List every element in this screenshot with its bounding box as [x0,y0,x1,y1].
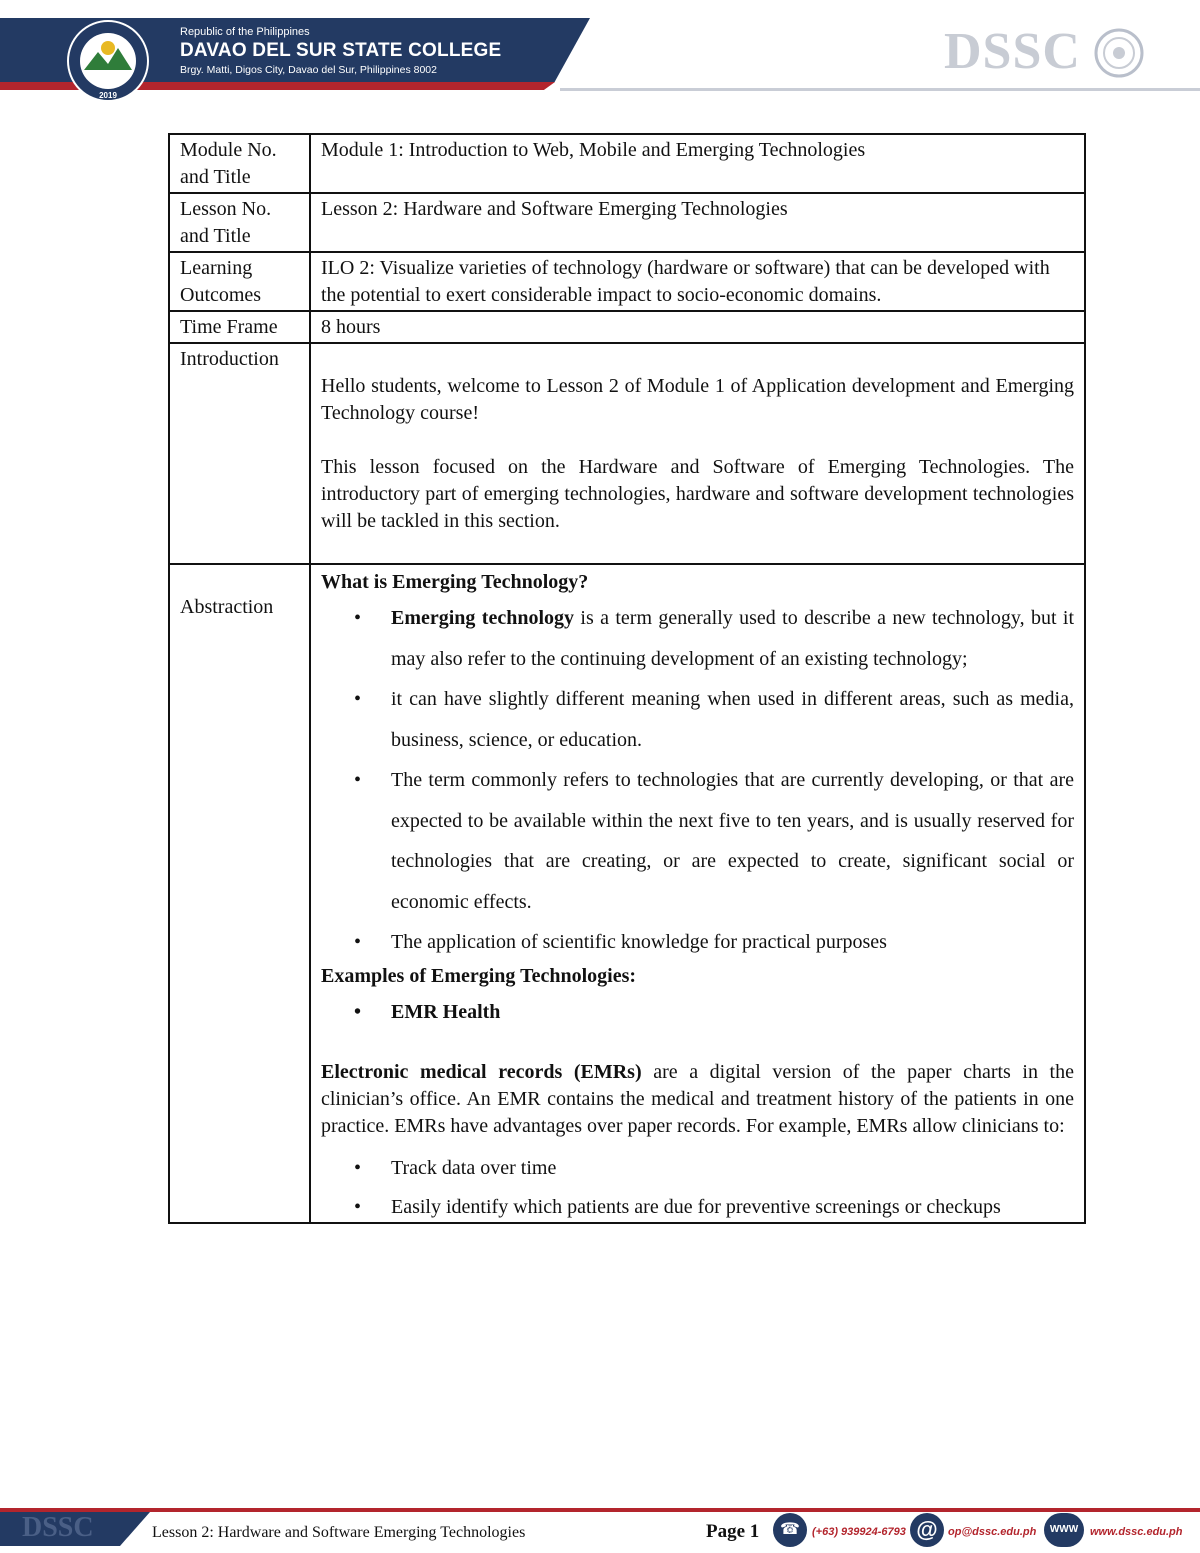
header-dssc-mark: DSSC [944,23,1081,80]
footer-phone: (+63) 939924-6793 [812,1526,906,1538]
lesson-value: Lesson 2: Hardware and Software Emerging Technologies [310,193,1085,252]
emr-bullets [321,1155,1074,1221]
intro-paragraph-1: Hello students, welcome to Lesson 2 of Module 1 of Application development and Emerging Technology course! [321,375,1074,424]
list-item: • Easily identify which patients are due for preventive screenings or checkups [321,1194,1074,1221]
header-text [180,26,501,77]
examples-bullets [321,992,1074,1033]
timeframe-label: Time Frame [169,311,310,343]
emr-paragraph [321,1059,1074,1140]
list-item: • Track data over time [321,1155,1074,1182]
header-address: Brgy. Matti, Digos City, Davao del Sur, Philippines 8002 [180,64,437,76]
abstraction-label-cell [169,564,310,1223]
seal-year: 2019 [99,91,117,100]
list-item: • The term commonly refers to technologies that are currently developing, or that are expected to be available within the next five to ten years, and is usually reserved for technologies that are creating, or are expected to create, significant social or economic effects. [321,760,1074,922]
footer-website[interactable]: www.dssc.edu.ph [1090,1526,1183,1538]
bullet-1-bold: Emerging technology [391,607,575,629]
header-divider [560,88,1200,91]
table-row [169,343,1085,564]
footer-dssc-mark: DSSC [22,1512,94,1543]
table-row [169,193,1085,252]
timeframe-value: 8 hours [310,311,1085,343]
list-item: • it can have slightly different meaning when used in different areas, such as media, business, science, or education. [321,679,1074,760]
list-item [321,598,1074,679]
email-icon: @ [910,1513,944,1547]
footer-email[interactable]: op@dssc.edu.ph [948,1526,1037,1538]
footer-lesson-title: Lesson 2: Hardware and Software Emerging Technologies [152,1524,526,1541]
lesson-label: Lesson No. and Title [169,193,310,252]
abstraction-heading: What is Emerging Technology? [321,571,589,593]
module-label: Module No. and Title [169,134,310,193]
list-item: • EMR Health [321,992,1074,1033]
small-seal-icon [1094,28,1144,78]
intro-paragraph-2: This lesson focused on the Hardware and Software of Emerging Technologies. The introductory part of emerging technologies, hardware and software development technologies will be tackled in this section. [321,456,1074,532]
examples-heading: Examples of Emerging Technologies: [321,964,637,987]
web-icon: WWW [1044,1513,1084,1547]
module-value: Module 1: Introduction to Web, Mobile and Emerging Technologies [310,134,1085,193]
college-seal-icon [58,18,168,104]
table-row [169,564,1085,1223]
page-header [0,0,1200,100]
table-row [169,311,1085,343]
outcomes-label: Learning Outcomes [169,252,310,311]
abstraction-content [310,564,1085,1223]
table-row [169,134,1085,193]
header-republic: Republic of the Philippines [180,26,310,38]
emr-description: are a digital version of the paper charts in the clinician’s office. An EMR contains the medical and treatment history of the patients in one practice. EMRs have advantages over paper records. For example, EMRs allow clinicians to: [321,1061,1074,1137]
emr-term: Electronic medical records (EMRs) [321,1061,642,1083]
introduction-label: Introduction [169,343,310,564]
list-item: • The application of scientific knowledge for practical purposes [321,922,1074,963]
footer-red-line [0,1508,1200,1512]
outcomes-value: ILO 2: Visualize varieties of technology (hardware or software) that can be developed with the potential to exert considerable impact to socio-economic domains. [310,252,1085,311]
table-row [169,252,1085,311]
footer-page-number: Page 1 [706,1521,760,1542]
phone-icon: ☎ [773,1513,807,1547]
introduction-content [310,343,1085,564]
bullet-1-text: is a term generally used to describe a new technology, but it may also refer to the continuing development of an existing technology; [391,607,1074,670]
module-table [168,133,1086,1224]
abstraction-label: Abstraction [180,596,274,618]
header-college-name: DAVAO DEL SUR STATE COLLEGE [180,40,502,61]
page-footer [0,1490,1200,1553]
emerging-tech-bullets [321,598,1074,963]
